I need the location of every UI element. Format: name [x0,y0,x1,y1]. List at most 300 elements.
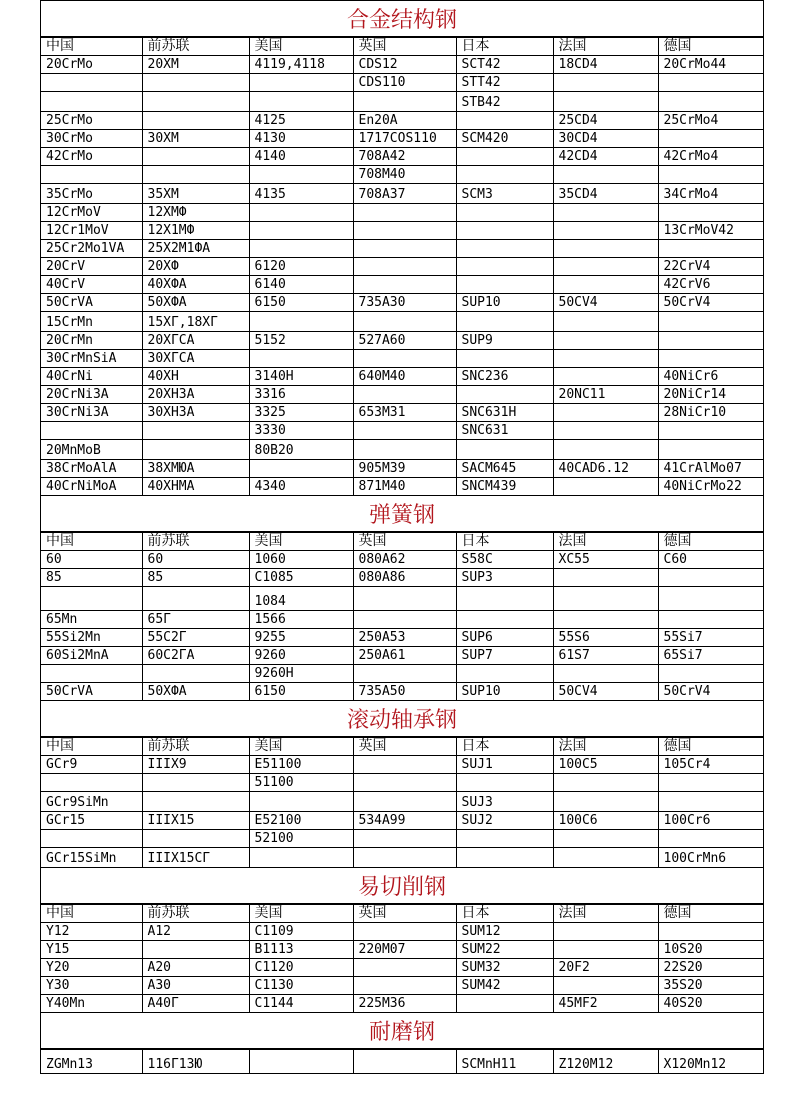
section-title [41,496,763,532]
table-cell [658,774,763,792]
table-cell: 40CrNi [41,368,142,386]
table-cell [658,440,763,460]
table-row [41,422,763,440]
table-cell: 20CrMo44 [658,56,763,74]
table-cell: 4130 [249,130,353,148]
table-cell: 50CV4 [553,294,658,312]
table-cell [553,848,658,868]
table-row [41,629,763,647]
column-header: 法国 [553,905,658,923]
table-cell: 6140 [249,276,353,294]
table-cell [553,941,658,959]
table-cell [41,92,142,112]
table-cell: X120Mn12 [658,1050,763,1074]
table-cell: GCr9SiMn [41,792,142,812]
table-cell: 4340 [249,478,353,496]
table-cell: A20 [142,959,249,977]
table-cell: 50XФA [142,294,249,312]
table-cell [142,941,249,959]
table-row [41,611,763,629]
table-row [41,569,763,587]
table-cell: C1109 [249,923,353,941]
table-cell: 12X1MФ [142,222,249,240]
table-cell [658,350,763,368]
table-cell: 20XФ [142,258,249,276]
table-cell [353,422,456,440]
table-row [41,587,763,611]
table-cell [553,312,658,332]
table-cell [456,258,553,276]
table-cell [353,756,456,774]
table-cell: 4140 [249,148,353,166]
table-cell: 220M07 [353,941,456,959]
table-cell [553,92,658,112]
table-row [41,92,763,112]
table-cell [249,92,353,112]
table-cell: 40XФA [142,276,249,294]
table-cell [353,977,456,995]
table-cell [353,774,456,792]
table-cell [553,332,658,350]
table-row [41,166,763,184]
table-cell: 40CAD6.12 [553,460,658,478]
table-cell [142,792,249,812]
column-header: 英国 [353,905,456,923]
table-cell [456,350,553,368]
column-header: 日本 [456,738,553,756]
table-cell: 6150 [249,683,353,701]
table-header-row [41,905,763,923]
table-row [41,941,763,959]
table-cell: 20MnMoB [41,440,142,460]
table-cell: XC55 [553,551,658,569]
table-row [41,848,763,868]
table-cell [456,204,553,222]
table-row [41,240,763,258]
table-cell: 60Si2MnA [41,647,142,665]
table-cell: 65Mn [41,611,142,629]
table-cell: 708M40 [353,166,456,184]
table-cell: 20CrV [41,258,142,276]
table-cell [456,386,553,404]
table-cell: 100Cr6 [658,812,763,830]
table-row [41,332,763,350]
table-cell: 9255 [249,629,353,647]
table-cell [142,665,249,683]
table-cell [142,92,249,112]
table-cell [553,440,658,460]
table-cell: 534A99 [353,812,456,830]
table-cell: IIIX9 [142,756,249,774]
table-cell [553,258,658,276]
table-cell: SUM42 [456,977,553,995]
table-cell: SACM645 [456,460,553,478]
table-cell [353,92,456,112]
table-cell: SUP3 [456,569,553,587]
table-cell: GCr15 [41,812,142,830]
table-cell: 50CrV4 [658,683,763,701]
table-cell: 65Г [142,611,249,629]
table-cell: 105Cr4 [658,756,763,774]
table-cell [456,112,553,130]
table-cell: 40S20 [658,995,763,1013]
table-row [41,1050,763,1074]
column-header: 法国 [553,533,658,551]
table-cell: 080A62 [353,551,456,569]
table-row [41,112,763,130]
table-cell: 50CV4 [553,683,658,701]
table-cell: 708A42 [353,148,456,166]
column-header: 德国 [658,905,763,923]
table-cell [456,830,553,848]
column-header: 中国 [41,38,142,56]
table-row [41,368,763,386]
table-cell: 116Г13Ю [142,1050,249,1074]
table-cell [41,830,142,848]
table-cell [553,587,658,611]
table-cell: IIIX15CГ [142,848,249,868]
table-cell [249,848,353,868]
table-cell: STB42 [456,92,553,112]
table-cell [553,665,658,683]
table-cell: C60 [658,551,763,569]
table-cell [658,792,763,812]
table-cell: 3140H [249,368,353,386]
table-cell: 42CrV6 [658,276,763,294]
table-cell [249,460,353,478]
column-header: 英国 [353,738,456,756]
table-cell: SUJ2 [456,812,553,830]
section-title-text: 弹簧钢 [368,503,435,528]
table-cell [353,312,456,332]
table-cell: C1120 [249,959,353,977]
column-header: 英国 [353,38,456,56]
column-header: 英国 [353,533,456,551]
table-cell: SNC631H [456,404,553,422]
table-cell [249,350,353,368]
table-cell [553,240,658,258]
table-cell [353,240,456,258]
table-cell: 35CrMo [41,184,142,204]
table-cell [456,774,553,792]
table-cell [353,204,456,222]
section-title-text: 合金结构钢 [346,8,457,33]
table-cell: 35XM [142,184,249,204]
table-header-row [41,738,763,756]
table-cell [353,587,456,611]
table-cell [353,222,456,240]
table-row [41,478,763,496]
table-cell: 735A30 [353,294,456,312]
table-row [41,294,763,312]
table-cell [142,422,249,440]
table-cell: 50CrVA [41,294,142,312]
table-cell: 9260 [249,647,353,665]
table-row [41,74,763,92]
table-cell: 1060 [249,551,353,569]
table-cell: SNC236 [456,368,553,386]
table-cell [658,240,763,258]
table-cell: CDS110 [353,74,456,92]
column-header: 中国 [41,905,142,923]
table-cell [553,74,658,92]
column-header: 日本 [456,533,553,551]
table-cell: 1717COS110 [353,130,456,148]
table-cell: 708A37 [353,184,456,204]
table-cell: 50CrV4 [658,294,763,312]
table-cell [456,848,553,868]
table-cell: GCr15SiMn [41,848,142,868]
table-cell [553,977,658,995]
table-cell [658,830,763,848]
table-row [41,130,763,148]
table-cell [553,368,658,386]
table-cell [456,611,553,629]
table-cell [658,204,763,222]
table-cell: C1144 [249,995,353,1013]
table-cell [658,611,763,629]
table-cell: 640M40 [353,368,456,386]
table-cell [456,276,553,294]
table-cell [142,440,249,460]
column-header: 中国 [41,533,142,551]
column-header: 德国 [658,533,763,551]
column-header: 中国 [41,738,142,756]
table-cell: 30CrMo [41,130,142,148]
table-cell: C1130 [249,977,353,995]
table-cell: 40XHMA [142,478,249,496]
table-cell [353,792,456,812]
table-cell: 20NiCr14 [658,386,763,404]
table-cell: 15CrMn [41,312,142,332]
table-cell: 653M31 [353,404,456,422]
table-cell: 55Si2Mn [41,629,142,647]
table-cell [353,830,456,848]
column-header: 前苏联 [142,738,249,756]
table-cell [456,587,553,611]
section-title-text: 滚动轴承钢 [346,708,457,733]
table-cell: SCM3 [456,184,553,204]
table-cell: SUP7 [456,647,553,665]
table-cell: 40CrV [41,276,142,294]
table-cell: 25X2M1ФA [142,240,249,258]
table-cell: 45MF2 [553,995,658,1013]
table-cell: SUP6 [456,629,553,647]
table-cell [456,222,553,240]
column-header: 前苏联 [142,905,249,923]
table-cell: 080A86 [353,569,456,587]
table-cell: 1084 [249,587,353,611]
table-header-row [41,38,763,56]
table-cell: 100CrMn6 [658,848,763,868]
table-cell [142,166,249,184]
table-cell [553,774,658,792]
column-header: 法国 [553,38,658,56]
table-cell: 38XMЮA [142,460,249,478]
table-row [41,222,763,240]
table-cell: 905M39 [353,460,456,478]
table-cell [41,774,142,792]
table-row [41,683,763,701]
steel-grade-table [41,904,763,1013]
table-cell: A30 [142,977,249,995]
table-cell [553,350,658,368]
table-cell: 55S6 [553,629,658,647]
section-title [41,701,763,737]
table-row [41,756,763,774]
table-cell [142,587,249,611]
table-cell: S58C [456,551,553,569]
table-row [41,404,763,422]
table-cell: 60C2ГA [142,647,249,665]
table-cell: 42CD4 [553,148,658,166]
table-cell: 40CrNiMoA [41,478,142,496]
table-cell [249,240,353,258]
table-cell: 871M40 [353,478,456,496]
table-row [41,995,763,1013]
table-cell [456,665,553,683]
table-row [41,440,763,460]
table-cell [456,166,553,184]
steel-grade-table [41,37,763,496]
column-header: 日本 [456,38,553,56]
table-cell: 12XMФ [142,204,249,222]
table-cell: ZGMn13 [41,1050,142,1074]
table-row [41,792,763,812]
table-cell: SNCM439 [456,478,553,496]
table-row [41,312,763,332]
table-cell: 3316 [249,386,353,404]
table-cell: 30CrNi3A [41,404,142,422]
table-cell: 42CrMo [41,148,142,166]
table-cell [658,312,763,332]
table-cell: 85 [142,569,249,587]
table-cell [353,611,456,629]
column-header: 前苏联 [142,533,249,551]
table-cell: 42CrMo4 [658,148,763,166]
table-cell [353,276,456,294]
table-cell: B1113 [249,941,353,959]
table-row [41,386,763,404]
table-cell: 13CrMoV42 [658,222,763,240]
table-cell: 38CrMoAlA [41,460,142,478]
table-cell [353,848,456,868]
table-cell: 527A60 [353,332,456,350]
table-cell: 65Si7 [658,647,763,665]
table-cell: GCr9 [41,756,142,774]
table-cell [142,830,249,848]
table-cell [353,959,456,977]
table-cell [41,665,142,683]
table-cell: 55C2Г [142,629,249,647]
table-cell [249,792,353,812]
table-cell: Z120M12 [553,1050,658,1074]
table-row [41,830,763,848]
steel-grade-table [41,1049,763,1074]
table-cell: 25CrMo4 [658,112,763,130]
column-header: 美国 [249,38,353,56]
table-cell: Y30 [41,977,142,995]
table-cell: Y40Mn [41,995,142,1013]
table-row [41,258,763,276]
table-cell: 40XH [142,368,249,386]
table-cell [249,222,353,240]
table-cell: SCMnH11 [456,1050,553,1074]
table-cell [249,312,353,332]
table-cell [41,587,142,611]
table-cell: 52100 [249,830,353,848]
table-cell: 25Cr2Mo1VA [41,240,142,258]
table-cell [658,74,763,92]
table-cell [353,1050,456,1074]
table-cell: A12 [142,923,249,941]
table-cell [142,774,249,792]
table-row [41,977,763,995]
table-row [41,350,763,368]
column-header: 德国 [658,738,763,756]
table-cell: SCT42 [456,56,553,74]
table-cell: 20CrMn [41,332,142,350]
table-cell [658,923,763,941]
steel-grade-comparison-document [40,0,764,1074]
table-cell: 6120 [249,258,353,276]
table-cell: 22CrV4 [658,258,763,276]
table-cell: 20CrMo [41,56,142,74]
table-cell [353,350,456,368]
table-cell: 4135 [249,184,353,204]
section-title-text: 易切削钢 [357,875,446,900]
table-cell: 4119,4118 [249,56,353,74]
column-header: 日本 [456,905,553,923]
table-cell: 61S7 [553,647,658,665]
table-cell: 22S20 [658,959,763,977]
table-cell: SUM12 [456,923,553,941]
table-cell [249,1050,353,1074]
table-cell: SUM32 [456,959,553,977]
table-cell: CDS12 [353,56,456,74]
table-cell [456,240,553,258]
section-title [41,868,763,904]
table-cell: SCM420 [456,130,553,148]
table-cell: 30CD4 [553,130,658,148]
table-cell: 35CD4 [553,184,658,204]
table-row [41,959,763,977]
table-cell: 60 [142,551,249,569]
table-cell [456,148,553,166]
table-cell: 250A53 [353,629,456,647]
table-cell: 40NiCrMo22 [658,478,763,496]
table-cell: Y15 [41,941,142,959]
table-cell: 225M36 [353,995,456,1013]
steel-grade-table [41,532,763,701]
table-cell [658,665,763,683]
table-row [41,460,763,478]
table-cell [553,923,658,941]
table-cell: 100C6 [553,812,658,830]
table-row [41,774,763,792]
table-cell: 85 [41,569,142,587]
table-cell: 3325 [249,404,353,422]
table-cell: 10S20 [658,941,763,959]
table-cell [353,665,456,683]
table-cell: 80B20 [249,440,353,460]
table-cell: 100C5 [553,756,658,774]
table-cell: SUP10 [456,294,553,312]
table-cell [456,312,553,332]
table-cell: 20F2 [553,959,658,977]
table-row [41,665,763,683]
table-cell: IIIX15 [142,812,249,830]
